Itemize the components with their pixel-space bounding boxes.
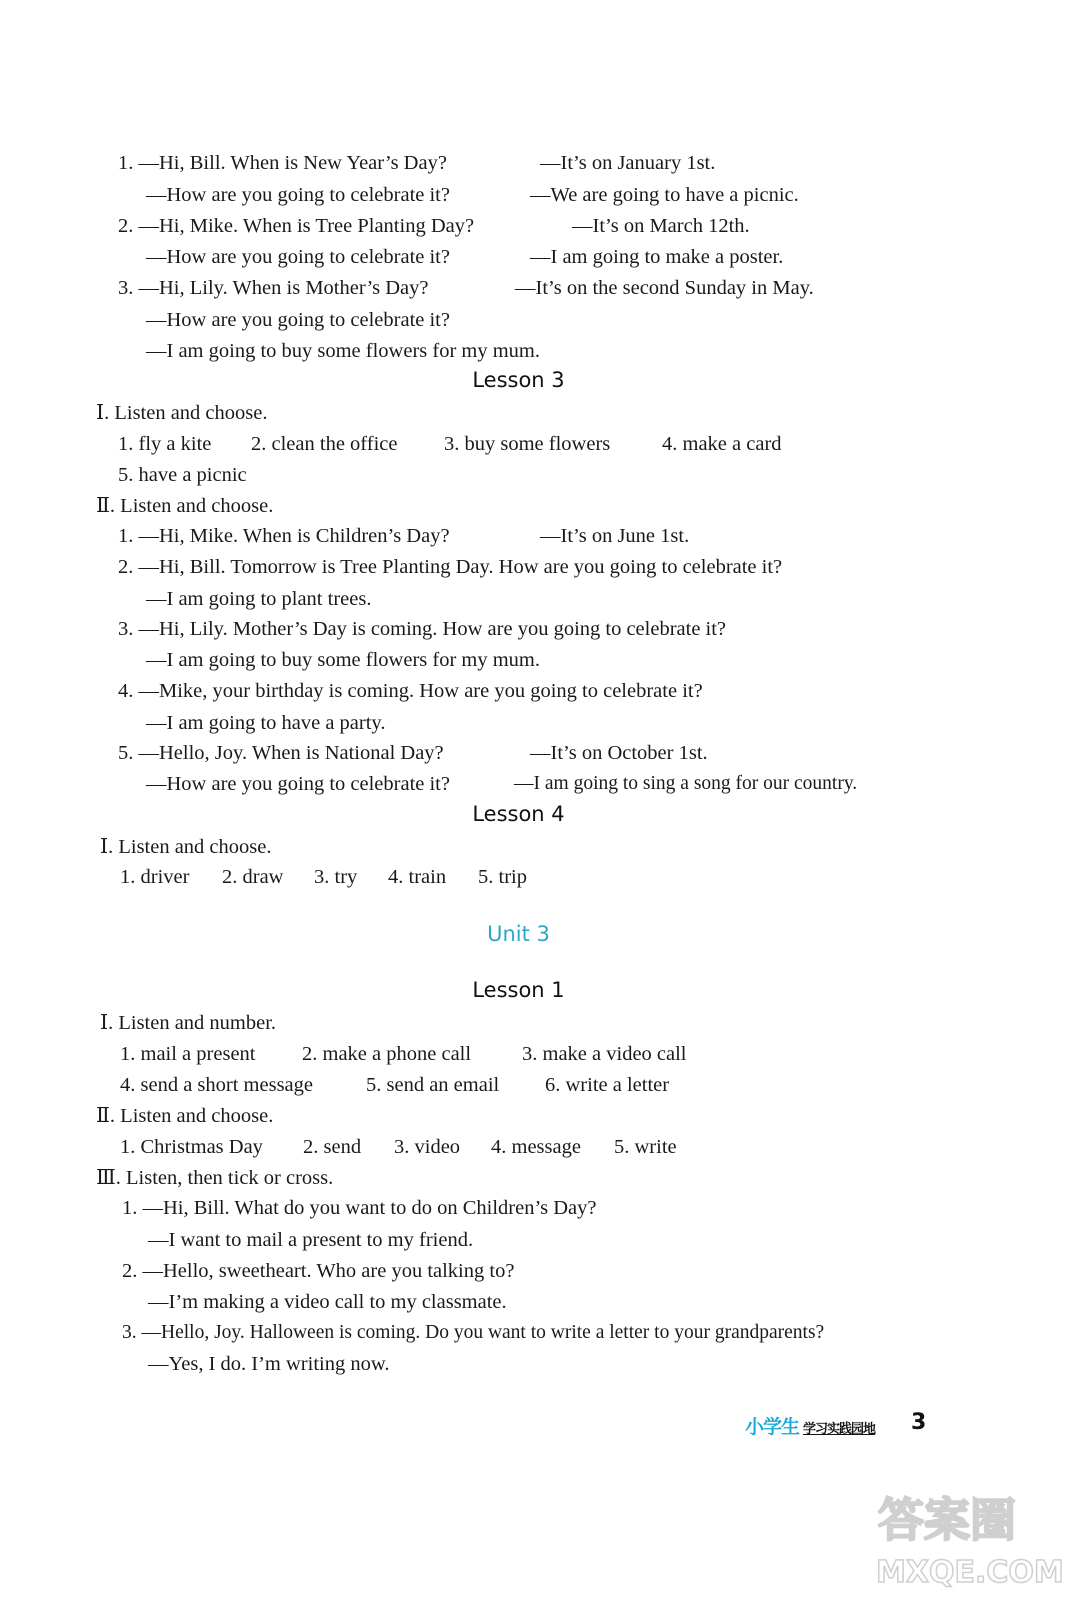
watermark-logo bbox=[868, 1478, 1064, 1588]
question-text: —How are you going to celebrate it? bbox=[146, 309, 450, 331]
question-text: 1. —Hi, Mike. When is Children’s Day? bbox=[118, 525, 450, 547]
dialogue-line bbox=[572, 211, 750, 241]
answer-row bbox=[522, 1039, 687, 1069]
dialogue-line bbox=[118, 211, 474, 241]
dialogue-line bbox=[118, 521, 450, 551]
section-title-text: Ⅰ. Listen and number. bbox=[100, 1012, 277, 1034]
answer-row bbox=[614, 1132, 677, 1162]
answer-row bbox=[303, 1132, 361, 1162]
answer-text: —I am going to make a poster. bbox=[530, 246, 784, 268]
answer-text: —It’s on June 1st. bbox=[540, 525, 690, 547]
dialogue-line bbox=[118, 148, 447, 178]
section-title-text: Ⅰ. Listen and choose. bbox=[96, 402, 268, 424]
watermark-top-text: 答案圈 bbox=[878, 1493, 1016, 1547]
question-text: —How are you going to celebrate it? bbox=[146, 184, 450, 206]
section-title-text: Ⅱ. Listen and choose. bbox=[96, 1105, 274, 1127]
watermark-bottom-text: MXQE.COM bbox=[876, 1555, 1064, 1588]
page-number: 3 bbox=[911, 1410, 927, 1435]
dialogue-line bbox=[146, 645, 540, 675]
question-text: 1. —Hi, Bill. When is New Year’s Day? bbox=[118, 152, 447, 174]
answer-item: 3. try bbox=[314, 866, 358, 888]
answer-item: 3. make a video call bbox=[522, 1043, 687, 1065]
question-text: 4. —Mike, your birthday is coming. How are you going to celebrate it? bbox=[118, 680, 703, 702]
answer-item: 1. mail a present bbox=[120, 1043, 256, 1065]
dialogue-line bbox=[146, 708, 385, 738]
answer-text: —It’s on March 12th. bbox=[572, 215, 750, 237]
answer-row bbox=[120, 1039, 255, 1069]
answer-text: —I am going to plant trees. bbox=[146, 588, 372, 610]
answer-item: 4. train bbox=[388, 866, 447, 888]
dialogue-line bbox=[146, 242, 450, 272]
unit-title: Unit 3 bbox=[487, 922, 550, 946]
dialogue-line bbox=[530, 738, 708, 768]
answer-item: 2. send bbox=[303, 1136, 362, 1158]
question-text: 2. —Hi, Bill. Tomorrow is Tree Planting Day. How are you going to celebrate it? bbox=[118, 556, 783, 578]
answer-row bbox=[302, 1039, 471, 1069]
brand-logo-text: 小学生 bbox=[745, 1416, 800, 1438]
answer-row bbox=[366, 1070, 499, 1100]
answer-row bbox=[478, 862, 527, 892]
answer-item: 3. buy some flowers bbox=[444, 433, 611, 455]
question-text: 2. —Hello, sweetheart. Who are you talking to? bbox=[122, 1260, 515, 1282]
answer-text: —We are going to have a picnic. bbox=[530, 184, 799, 206]
section-title bbox=[96, 1101, 273, 1131]
answer-item: 1. driver bbox=[120, 866, 190, 888]
answer-row bbox=[545, 1070, 669, 1100]
dialogue-line bbox=[118, 676, 703, 706]
dialogue-line bbox=[118, 738, 444, 768]
dialogue-line bbox=[540, 521, 689, 551]
question-text: 3. —Hi, Lily. When is Mother’s Day? bbox=[118, 277, 429, 299]
answer-item: 6. write a letter bbox=[545, 1074, 670, 1096]
answer-item: 2. clean the office bbox=[251, 433, 398, 455]
dialogue-line bbox=[146, 180, 450, 210]
dialogue-line bbox=[146, 305, 450, 335]
section-title bbox=[100, 1008, 276, 1038]
answer-text: —I am going to sing a song for our country. bbox=[514, 773, 858, 794]
answer-item: 4. make a card bbox=[662, 433, 782, 455]
answer-row bbox=[251, 429, 397, 459]
answer-item: 1. fly a kite bbox=[118, 433, 212, 455]
answer-text: —I am going to have a party. bbox=[146, 712, 386, 734]
answer-text: —It’s on January 1st. bbox=[540, 152, 716, 174]
answer-row bbox=[662, 429, 782, 459]
answer-row bbox=[222, 862, 283, 892]
dialogue-line bbox=[122, 1256, 514, 1286]
dialogue-line bbox=[146, 769, 450, 799]
answer-text: —I’m making a video call to my classmate. bbox=[148, 1291, 507, 1313]
dialogue-line bbox=[540, 148, 715, 178]
dialogue-line bbox=[148, 1287, 507, 1317]
dialogue-line bbox=[118, 273, 429, 303]
answer-row bbox=[118, 429, 211, 459]
dialogue-line bbox=[118, 614, 726, 644]
answer-row bbox=[120, 862, 189, 892]
answer-item: 4. send a short message bbox=[120, 1074, 313, 1096]
lesson-title: Lesson 3 bbox=[472, 368, 565, 392]
answer-text: —Yes, I do. I’m writing now. bbox=[148, 1353, 390, 1375]
dialogue-line bbox=[148, 1225, 473, 1255]
section-title bbox=[96, 491, 273, 521]
answer-text: —It’s on October 1st. bbox=[530, 742, 708, 764]
dialogue-line bbox=[530, 242, 783, 272]
section-title bbox=[96, 398, 268, 428]
answer-text: —I am going to buy some flowers for my mum. bbox=[146, 649, 541, 671]
answer-row bbox=[120, 1132, 263, 1162]
dialogue-line bbox=[146, 336, 540, 366]
dialogue-line bbox=[122, 1193, 597, 1223]
dialogue-line bbox=[514, 769, 857, 799]
answer-item: 5. send an email bbox=[366, 1074, 500, 1096]
section-title bbox=[100, 832, 272, 862]
dialogue-line bbox=[530, 180, 799, 210]
section-title-text: Ⅱ. Listen and choose. bbox=[96, 495, 274, 517]
dialogue-line bbox=[118, 552, 782, 582]
answer-row bbox=[120, 1070, 313, 1100]
answer-row bbox=[314, 862, 357, 892]
answer-item: 1. Christmas Day bbox=[120, 1136, 263, 1158]
answer-item: 3. video bbox=[394, 1136, 461, 1158]
answer-item: 2. make a phone call bbox=[302, 1043, 472, 1065]
question-text: 3. —Hi, Lily. Mother’s Day is coming. How are you going to celebrate it? bbox=[118, 618, 727, 640]
dialogue-line bbox=[148, 1349, 389, 1379]
question-text: 2. —Hi, Mike. When is Tree Planting Day? bbox=[118, 215, 475, 237]
lesson-title: Lesson 4 bbox=[472, 802, 565, 826]
question-text: 1. —Hi, Bill. What do you want to do on Children’s Day? bbox=[122, 1197, 597, 1219]
answer-item: 5. have a picnic bbox=[118, 464, 247, 486]
answer-item: 2. draw bbox=[222, 866, 284, 888]
answer-row bbox=[394, 1132, 460, 1162]
question-text: —How are you going to celebrate it? bbox=[146, 246, 450, 268]
dialogue-line bbox=[146, 584, 371, 614]
section-title-text: Ⅰ. Listen and choose. bbox=[100, 836, 272, 858]
footer-brand bbox=[745, 1412, 875, 1442]
lesson-title: Lesson 1 bbox=[472, 978, 565, 1002]
answer-text: —It’s on the second Sunday in May. bbox=[515, 277, 814, 299]
answer-item: 5. write bbox=[614, 1136, 677, 1158]
brand-subtitle: 学习实践园地 bbox=[803, 1422, 876, 1437]
answer-row bbox=[118, 460, 247, 490]
answer-row bbox=[491, 1132, 581, 1162]
question-text: —How are you going to celebrate it? bbox=[146, 773, 450, 795]
question-text: 5. —Hello, Joy. When is National Day? bbox=[118, 742, 444, 764]
answer-row bbox=[444, 429, 610, 459]
section-title-text: Ⅲ. Listen, then tick or cross. bbox=[96, 1167, 334, 1189]
question-text: 3. —Hello, Joy. Halloween is coming. Do you want to write a letter to your grandparents? bbox=[122, 1322, 825, 1343]
answer-text: —I am going to buy some flowers for my mum. bbox=[146, 340, 541, 362]
answer-row bbox=[388, 862, 446, 892]
section-title bbox=[96, 1163, 333, 1193]
dialogue-line bbox=[122, 1318, 824, 1348]
answer-item: 4. message bbox=[491, 1136, 581, 1158]
answer-text: —I want to mail a present to my friend. bbox=[148, 1229, 474, 1251]
answer-item: 5. trip bbox=[478, 866, 527, 888]
dialogue-line bbox=[515, 273, 814, 303]
